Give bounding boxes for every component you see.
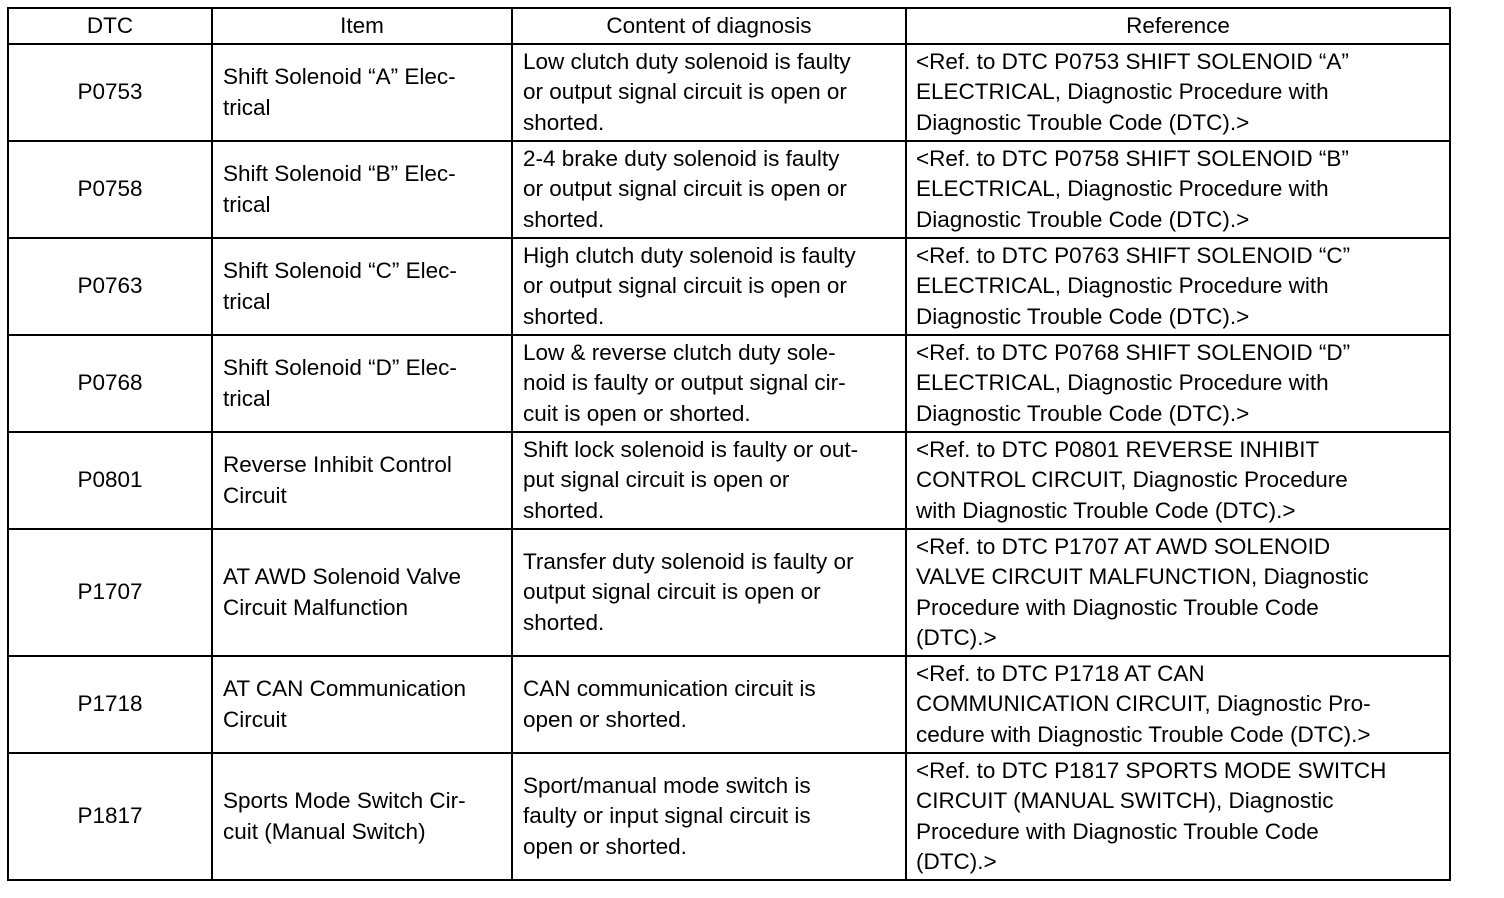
item-cell: Reverse Inhibit Control Circuit xyxy=(212,432,512,529)
reference-cell: <Ref. to DTC P0801 REVERSE INHIBIT CONTROL CIRCUIT, Diagnostic Procedure with Diagnostic Trouble Code (DTC).> xyxy=(906,432,1450,529)
table-row xyxy=(8,335,1450,432)
dtc-cell: P1817 xyxy=(8,753,212,880)
content-cell: CAN communication circuit is open or shorted. xyxy=(512,656,906,753)
content-cell: Low clutch duty solenoid is faulty or output signal circuit is open or shorted. xyxy=(512,44,906,141)
table-row xyxy=(8,432,1450,529)
reference-cell: <Ref. to DTC P0758 SHIFT SOLENOID “B” ELECTRICAL, Diagnostic Procedure with Diagnostic Trouble Code (DTC).> xyxy=(906,141,1450,238)
dtc-cell: P0758 xyxy=(8,141,212,238)
table-row xyxy=(8,141,1450,238)
content-cell: Sport/manual mode switch is faulty or input signal circuit is open or shorted. xyxy=(512,753,906,880)
item-cell: AT AWD Solenoid Valve Circuit Malfunction xyxy=(212,529,512,656)
table-row xyxy=(8,238,1450,335)
table-row xyxy=(8,529,1450,656)
dtc-cell: P1718 xyxy=(8,656,212,753)
content-cell: High clutch duty solenoid is faulty or output signal circuit is open or shorted. xyxy=(512,238,906,335)
reference-cell: <Ref. to DTC P0763 SHIFT SOLENOID “C” ELECTRICAL, Diagnostic Procedure with Diagnostic Trouble Code (DTC).> xyxy=(906,238,1450,335)
dtc-cell: P0763 xyxy=(8,238,212,335)
reference-cell: <Ref. to DTC P1718 AT CAN COMMUNICATION CIRCUIT, Diagnostic Pro- cedure with Diagnostic Trouble Code (DTC).> xyxy=(906,656,1450,753)
header-row xyxy=(8,8,1450,44)
header-item: Item xyxy=(212,8,512,44)
item-cell: Sports Mode Switch Cir- cuit (Manual Switch) xyxy=(212,753,512,880)
content-cell: Low & reverse clutch duty sole- noid is faulty or output signal cir- cuit is open or shorted. xyxy=(512,335,906,432)
table-row xyxy=(8,656,1450,753)
content-cell: Transfer duty solenoid is faulty or output signal circuit is open or shorted. xyxy=(512,529,906,656)
dtc-cell: P0753 xyxy=(8,44,212,141)
item-cell: AT CAN Communication Circuit xyxy=(212,656,512,753)
dtc-cell: P0801 xyxy=(8,432,212,529)
table-row xyxy=(8,44,1450,141)
table-row xyxy=(8,753,1450,880)
dtc-table xyxy=(7,7,1451,881)
reference-cell: <Ref. to DTC P1707 AT AWD SOLENOID VALVE CIRCUIT MALFUNCTION, Diagnostic Procedure with Diagnostic Trouble Code (DTC).> xyxy=(906,529,1450,656)
header-reference: Reference xyxy=(906,8,1450,44)
header-content: Content of diagnosis xyxy=(512,8,906,44)
item-cell: Shift Solenoid “C” Elec- trical xyxy=(212,238,512,335)
dtc-cell: P0768 xyxy=(8,335,212,432)
reference-cell: <Ref. to DTC P1817 SPORTS MODE SWITCH CIRCUIT (MANUAL SWITCH), Diagnostic Procedure with Diagnostic Trouble Code (DTC).> xyxy=(906,753,1450,880)
item-cell: Shift Solenoid “A” Elec- trical xyxy=(212,44,512,141)
content-cell: 2-4 brake duty solenoid is faulty or output signal circuit is open or shorted. xyxy=(512,141,906,238)
reference-cell: <Ref. to DTC P0768 SHIFT SOLENOID “D” ELECTRICAL, Diagnostic Procedure with Diagnostic Trouble Code (DTC).> xyxy=(906,335,1450,432)
reference-cell: <Ref. to DTC P0753 SHIFT SOLENOID “A” ELECTRICAL, Diagnostic Procedure with Diagnostic Trouble Code (DTC).> xyxy=(906,44,1450,141)
content-cell: Shift lock solenoid is faulty or out- put signal circuit is open or shorted. xyxy=(512,432,906,529)
item-cell: Shift Solenoid “B” Elec- trical xyxy=(212,141,512,238)
header-dtc: DTC xyxy=(8,8,212,44)
dtc-cell: P1707 xyxy=(8,529,212,656)
item-cell: Shift Solenoid “D” Elec- trical xyxy=(212,335,512,432)
